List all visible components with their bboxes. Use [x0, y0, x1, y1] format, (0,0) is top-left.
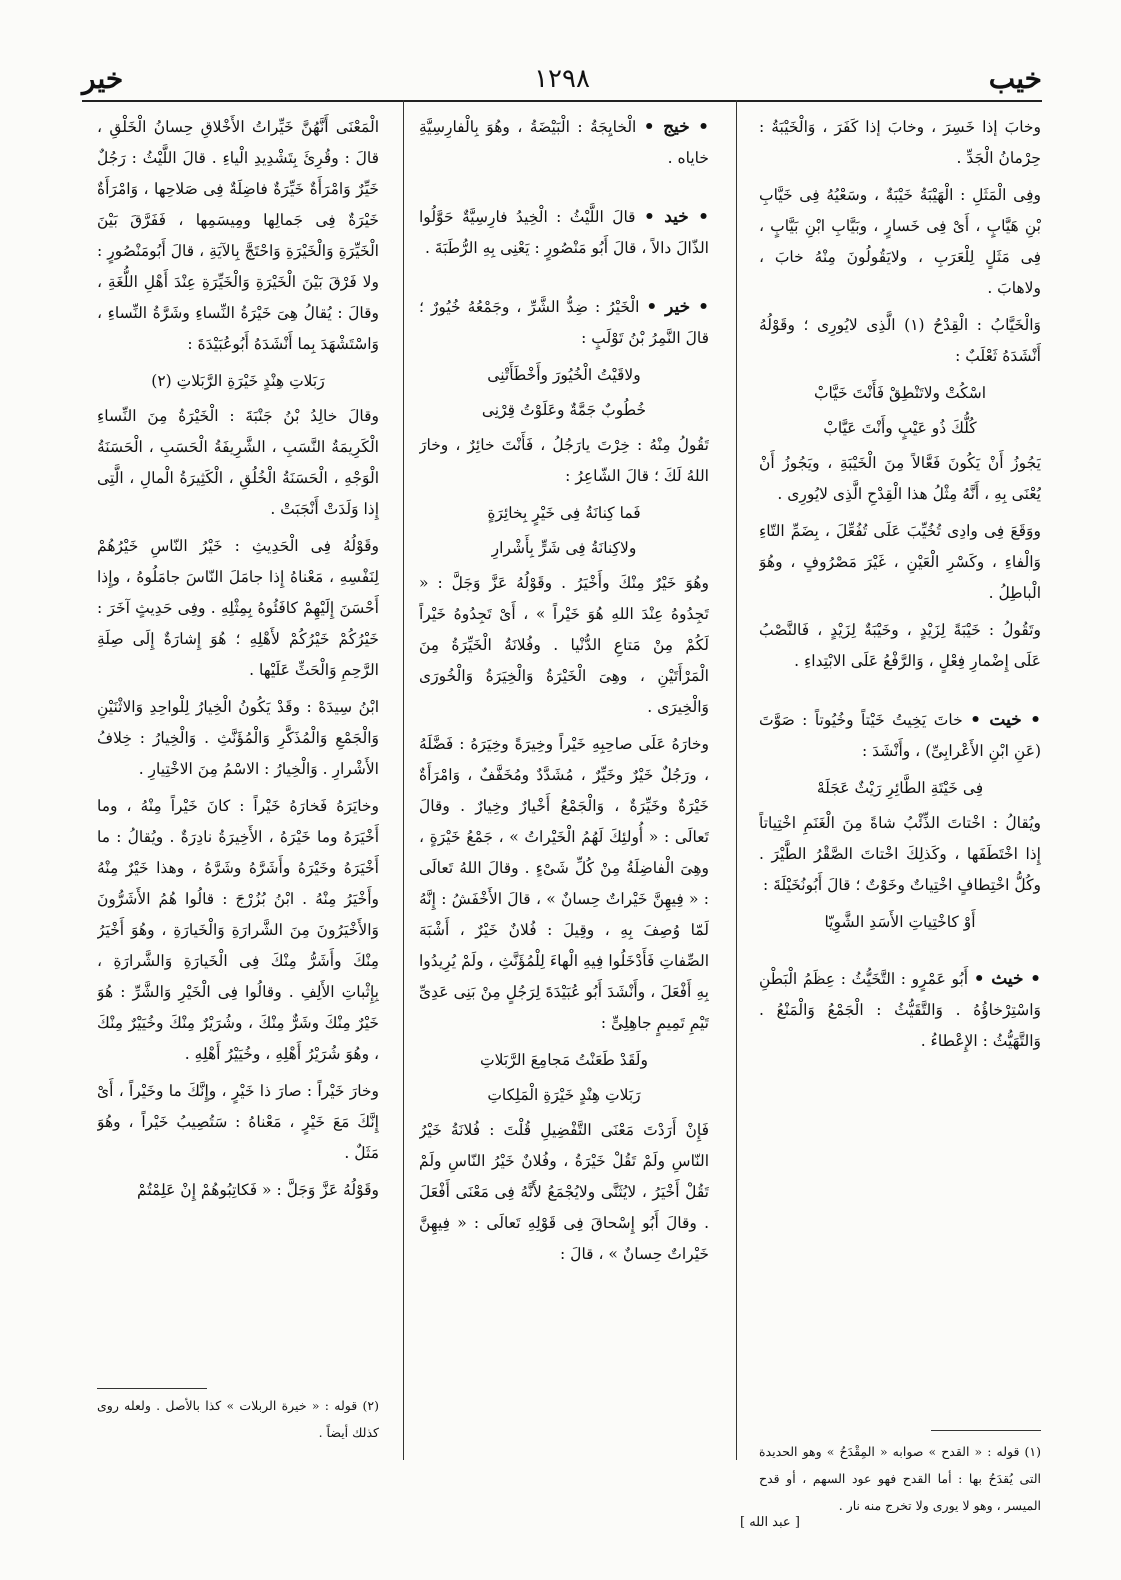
entry-text: رَبَلاتِ هِنْدٍ خَيْرَةِ الْمَلِكاتِ — [487, 1086, 641, 1104]
paragraph — [759, 808, 1041, 901]
entry-text: قالَ اللَّيْثُ : الْخِيدُ فارِسِيَّةٌ حَوَّلُوا الذّالَ دالاً ، قالَ أَبُو مَنْصُورٍ : يَعْنِى بِهِ الرُّطَبَةَ . — [419, 208, 709, 257]
middle-column — [419, 112, 709, 1452]
entry-paragraph — [759, 964, 1041, 1057]
entry-text: وَالْخَيَّابُ : الْقِدْحُ (١) الَّذِى لايُورِى ؛ وقَوْلُهُ أَنْشَدَهُ ثَعْلَبٌ : — [759, 316, 1041, 365]
entry-text: ووَقَعَ فِى وادِى تُخُيِّبَ عَلَى تُفُعِّلَ ، بِضَمِّ التّاءِ وَالْفاءِ ، وكَسْرِ الْعَيْنِ ، غَيْرَ مَصْرُوفٍ ، وهُوَ الْباطِلُ . — [759, 522, 1041, 602]
entry-headword: • خير • — [646, 297, 709, 317]
entry-text: خاتَ يَخِيتُ خَيْتاً وخُيُوتاً : صَوَّتَ (عَنِ ابْنِ الأَعْرابِىِّ) ، وأَنْشَدَ : — [759, 711, 1041, 760]
entry-text: ولاقَيْتُ الْخُيُورَ وأَخْطَأَتْنِى — [487, 366, 641, 384]
entry-headword: • خيث • — [973, 969, 1041, 989]
entry-paragraph — [419, 292, 709, 354]
paragraph — [759, 516, 1041, 609]
paragraph — [419, 568, 709, 723]
entry-text: وخابَ إذا خَسِرَ ، وخابَ إذا كَفَرَ ، وَالْخَيْبَةُ : حِرْمانُ الْجَدِّ . — [759, 118, 1041, 167]
entry-text: ابْنُ سِيدَهْ : وقَدْ يَكُونُ الْخِيارُ لِلْواحِدِ وَالاثْنَيْنِ وَالْجَمْعِ وَالْمُذَكَّرِ وَالْمُؤَنَّثِ . وَالْخِيارُ : خِلافُ الأَشْرارِ . وَالْخِيارُ : الاسْمُ مِنَ الاخْتِيارِ . — [97, 698, 379, 778]
paragraph — [759, 180, 1041, 304]
entry-paragraph — [759, 705, 1041, 767]
verse-line — [419, 360, 709, 391]
verse-line — [759, 907, 1041, 938]
paragraph — [759, 310, 1041, 372]
entry-text: خُطُوبٌ جَمَّةٌ وعَلَوْتُ قِرْنِى — [481, 401, 647, 419]
entry-text: ويُقالُ : اخْتاتَ الذِّئْبُ شاةً مِنَ الْغَنَمِ اخْتِياتاً إِذا اخْتَطَفَها ، وكَذلِكَ اخْتاتَ الصَّقْرُ الطَّيْرَ . وكُلُّ اخْتِطافٍ اخْتِياتٌ وخَوْتٌ ؛ قالَ أَبُونُخَيْلَةَ : — [759, 814, 1041, 894]
right-column — [759, 112, 1041, 1452]
entry-gap — [419, 270, 709, 292]
column-separator — [403, 100, 404, 1460]
entry-text: وهُوَ خَيْرٌ مِنْكَ وأَخْيَرُ . وقَوْلُهُ عَزَّ وَجَلَّ : « تَجِدُوهُ عِنْدَ اللهِ هُوَ خَيْراً » ، أَىْ تَجِدُوهُ خَيْراً لَكُمْ مِنْ مَتاعِ الدُّنْيا . وفُلانَةُ الْخَيِّرَةُ مِنَ الْمَرْأَتَيْنِ ، وهِىَ الْخَيْرَةُ وَالْخِيَرَةُ وَالْخُورَى وَالْخِيرَى . — [419, 574, 709, 716]
entry-paragraph — [419, 202, 709, 264]
verse-line — [419, 1080, 709, 1111]
paragraph — [419, 729, 709, 1039]
footnote-rule — [97, 1388, 207, 1389]
entry-text: فِى خَيْتَةِ الطَّائِرِ رَيْثٌ عَجَلَهْ — [816, 779, 984, 797]
entry-text: أَبُو عَمْرٍو : التَّخَيُّثُ : عِظَمُ الْبَطْنِ وَاسْتِرْخاؤُهُ . وَالتَّقَيُّثُ : الْجَمْعُ وَالْمَنْعُ . وَالتَّهَيُّثُ : الإِعْطاءُ . — [759, 970, 1041, 1050]
entry-text: فَإِنْ أَرَدْتَ مَعْنَى التَّفْضِيلِ قُلْتَ : فُلانَةُ خَيْرُ النّاسِ ولَمْ تَقُلْ خَيْرَةُ ، وفُلانٌ خَيْرُ النّاسِ ولَمْ تَقُلْ أَخْيَرُ ، لايُثَنَّى ولايُجْمَعُ لأَنَّهُ فِى مَعْنَى أَفْعَلَ . وقالَ أَبُو إِسْحاقَ فِى قَوْلِهِ تَعالَى : « فِيهِنَّ خَيْراتٌ حِسانٌ » ، قالَ : — [419, 1121, 709, 1263]
verse-line — [759, 773, 1041, 804]
page-header — [82, 60, 1042, 100]
paragraph — [759, 615, 1041, 677]
paragraph — [97, 531, 379, 686]
verse-line — [759, 378, 1041, 409]
paragraph — [97, 692, 379, 785]
entry-text: وتَقُولُ : خَيْبَةً لِزَيْدٍ ، وخَيْبَةٌ لِزَيْدٍ ، فَالنَّصْبُ عَلَى إِضْمارِ فِعْلٍ ، وَالرَّفْعُ عَلَى الابْتِداءِ . — [759, 621, 1041, 670]
entry-text: اسْكُتْ ولاتَنْطِقْ فَأَنْتَ خَيَّابْ — [813, 384, 987, 402]
entry-text: وقَوْلُهُ فِى الْحَدِيثِ : خَيْرُ النّاسِ خَيْرُهُمْ لِنَفْسِهِ ، مَعْناهُ إِذا جامَلَ النّاسَ جامَلُوهُ ، وإِذا أَحْسَنَ إِلَيْهِمْ كافَئُوهُ بِمِثْلِهِ . وفِى حَدِيثٍ آخَرَ : خَيْرُكُمْ خَيْرُكُمْ لأَهْلِهِ ؛ هُوَ إِشارَةٌ إِلَى صِلَةِ الرَّحِمِ وَالْحَثِّ عَلَيْها . — [97, 537, 379, 679]
header-right-word: خيب — [988, 62, 1042, 95]
entry-paragraph — [419, 112, 709, 174]
paragraph — [97, 112, 379, 360]
header-left-word: خير — [82, 62, 124, 95]
entry-text: وقالَ خالِدُ بْنُ جَنْبَةَ : الْخَيْرَةُ مِنَ النِّساءِ الْكَرِيمَةُ النَّسَبِ ، الشَّرِيفَةُ الْحَسَبِ ، الْحَسَنَةُ الْوَجْهِ ، الْحَسَنَةُ الْخُلُقِ ، الْكَثِيرَةُ الْمالِ ، الَّتِى إِذا وَلَدَتْ أَنْجَبَتْ . — [97, 407, 379, 518]
footnote-right: (١) قوله : « القدح » صوابه « المِقْدَحُ » وهو الحديدة التى يُقدَحُ بها : أما القدح فهو عود السهم ، أو قدح الميسر ، وهو لا يورى ولا تخرج منه نار . — [759, 1444, 1041, 1513]
entry-text: الْمَعْنَى أَنَّهُنَّ خَيِّراتُ الأَخْلاقِ حِسانُ الْخَلْقِ ، قالَ : وقُرِئَ بِتَشْدِيدِ الْياءِ . قالَ اللَّيْثُ : رَجُلٌ خَيِّرٌ وَامْرَأَةٌ خَيِّرَةٌ فاضِلَةٌ فِى صَلاحِها ، وَامْرَأَةٌ خَيْرَةٌ فِى جَمالِها ومِيسَمِها ، فَفَرَّقَ بَيْنَ الْخَيِّرَةِ وَالْخَيْرَةِ وَاحْتَجَّ بِالآيَةِ ، قالَ أَبُومَنْصُورٍ : ولا فَرْقَ بَيْنَ الْخَيْرَةِ وَالْخَيِّرَةِ عِنْدَ أَهْلِ اللُّغَةِ ، وقالَ : يُقالُ هِىَ خَيْرَةُ النِّساءِ وشَرَّةُ النِّساءِ ، وَاسْتَشْهَدَ بِما أَنْشَدَهُ أَبُوعُبَيْدَةَ : — [97, 118, 379, 353]
entry-headword: • خيج • — [643, 117, 709, 137]
column-separator — [736, 100, 737, 1460]
entry-text: الْخايِجَةُ : الْبَيْضَةُ ، وهُوَ بِالْفارِسِيَّةِ خاياه . — [419, 118, 709, 167]
paragraph — [419, 430, 709, 492]
paragraph — [97, 791, 379, 1070]
entry-gap — [419, 180, 709, 202]
entry-text: ولَقَدْ طَعَنْتُ مَجامِعَ الرَّبَلاتِ — [480, 1051, 648, 1069]
page-number: ١٢٩٨ — [534, 64, 590, 94]
verse-line — [97, 366, 379, 397]
paragraph — [97, 1175, 379, 1206]
verse-line — [419, 1045, 709, 1076]
entry-text: وخارَ خَيْراً : صارَ ذا خَيْرٍ ، وإِنَّكَ ما وخَيْراً ، أَىْ إِنَّكَ مَعَ خَيْرٍ ، مَعْناهُ : سَتُصِيبُ خَيْراً ، وهُوَ مَثَلٌ . — [97, 1082, 379, 1162]
footnote-rule — [931, 1430, 1041, 1431]
entry-headword: • خيد • — [643, 207, 709, 227]
paragraph — [97, 401, 379, 525]
entry-text: وخايَرَهُ فَخارَهُ خَيْراً : كانَ خَيْراً مِنْهُ ، وما أَخْيَرَهُ وما خَيْرَهُ ، الأَخِيرَةُ نادِرَةٌ . ويُقالُ : ما أَخْيَرَهُ وخَيْرَهُ وأَشَرَّهُ وشَرَّهُ ، وهذا خَيْرٌ مِنْهُ وأَخْيَرُ مِنْهُ . ابْنُ بُزُرْجَ : قالُوا هُمُ الأَشَرُّونَ وَالأَخْيَرُونَ مِنَ الشَّرارَةِ وَالْخَيارَةِ ، وهُوَ أَخْيَرُ مِنْكَ وأَشَرُّ مِنْكَ فِى الْخَيارَةِ وَالشَّرارَةِ ، بِإِثْباتِ الأَلِفِ . وقالُوا فِى الْخَيْرِ وَالشَّرِّ : هُوَ خَيْرٌ مِنْكَ وشَرٌّ مِنْكَ ، وشُرَيْرٌ مِنْكَ وخُيَيْرٌ مِنْكَ ، وهُوَ شُرَيْرُ أَهْلِهِ ، وخُيَيْرُ أَهْلِهِ . — [97, 797, 379, 1063]
paragraph — [97, 1076, 379, 1169]
entry-gap — [759, 683, 1041, 705]
entry-text: يَجُوزُ أَنْ يَكُونَ فَعَّالاً مِنَ الْخَيْبَةِ ، ويَجُوزُ أَنْ يُعْنَى بِهِ ، أَنَّهُ مِثْلُ هذا الْقِدْحِ الَّذِى لايُورِى . — [759, 454, 1041, 503]
entry-text: أَوْ كاخْتِياتِ الأَسَدِ الشَّوِيّا — [824, 913, 976, 931]
entry-text: وفِى الْمَثَلِ : الْهَيْبَةُ خَيْبَةٌ ، وسَعْيُهُ فِى خَيَّابِ بْنِ هَيَّابٍ ، أَىْ فِى خَسارٍ ، وبَيَّابِ ابْنِ بَيَّابٍ ، فِى مَثَلٍ لِلْعَرَبِ ، ولايَقُولُونَ مِنْهُ خابَ ، ولاهابَ . — [759, 186, 1041, 297]
entry-text: تَقُولُ مِنْهُ : خِرْتَ يارَجُلُ ، فَأَنْتَ خائِرٌ ، وخارَ اللهُ لَكَ ؛ قالَ الشّاعِرُ : — [419, 436, 709, 485]
entry-headword: • خيت • — [970, 710, 1041, 730]
paragraph — [759, 448, 1041, 510]
footnote-signature: [ عبد الله ] — [740, 1515, 800, 1530]
left-column — [97, 112, 379, 1452]
paragraph — [419, 1115, 709, 1270]
verse-line — [419, 395, 709, 426]
verse-line — [759, 413, 1041, 444]
verse-line — [419, 498, 709, 529]
entry-text: الْخَيْرُ : ضِدُّ الشَّرِّ ، وجَمْعُهُ خُيُورٌ ؛ قالَ النَّمِرُ بْنُ تَوْلَبٍ : — [419, 298, 709, 347]
entry-text: كُلُّكَ ذُو عَيْبٍ وأَنْتَ عَيَّابْ — [823, 419, 977, 437]
entry-text: ولاكِنانَةُ فِى شَرٍّ بِأَشْرارِ — [491, 539, 637, 557]
entry-text: وقَوْلُهُ عَزَّ وَجَلَّ : « فَكاتِبُوهُمْ إِنْ عَلِمْتُمْ — [137, 1181, 379, 1199]
entry-text: فَما كِنانَةُ فِى خَيْرٍ بِخائِرَةٍ — [487, 504, 641, 522]
footnote-left: (٢) قوله : « خيرة الربلات » كذا بالأصل . ولعله روى كذلك أيضاً . — [97, 1398, 379, 1440]
entry-text: رَبَلاتِ هِنْدٍ خَيْرَةِ الرَّبَلاتِ (٢) — [151, 372, 325, 390]
paragraph — [759, 112, 1041, 174]
verse-line — [419, 533, 709, 564]
entry-text: وخارَهُ عَلَى صاحِبِهِ خَيْراً وخِيرَةً وخِيَرَهُ : فَضَّلَهُ ، ورَجُلٌ خَيْرٌ وخَيِّرٌ ، مُشَدَّدٌ ومُخَفَّفٌ ، وَامْرَأَةٌ خَيْرَةٌ وخَيِّرَةٌ ، وَالْجَمْعُ أَخْيارٌ وخِيارٌ . وقالَ تَعالَى : « أُولئِكَ لَهُمُ الْخَيْراتُ » ، جَمْعُ خَيْرَةٍ ، وهِىَ الْفاضِلَةُ مِنْ كُلِّ شَىْءٍ . وقالَ اللهُ تَعالَى : « فِيهِنَّ خَيْراتٌ حِسانٌ » ، قالَ الأَخْفَشُ : إِنَّهُ لَمّا وُصِفَ بِهِ ، وقِيلَ : فُلانٌ خَيْرٌ ، أَشْبَهَ الصِّفاتِ فَأَدْخَلُوا فِيهِ الْهاءَ لِلْمُؤَنَّثِ ، ولَمْ يُرِيدُوا بِهِ أَفْعَلَ ، وأَنْشَدَ أَبُو عُبَيْدَةَ لِرَجُلٍ مِنْ بَنِى عَدِىِّ تَيْمِ تَمِيمٍ جاهِلِىٍّ : — [419, 735, 709, 1032]
entry-gap — [759, 942, 1041, 964]
header-rule — [82, 100, 1042, 102]
